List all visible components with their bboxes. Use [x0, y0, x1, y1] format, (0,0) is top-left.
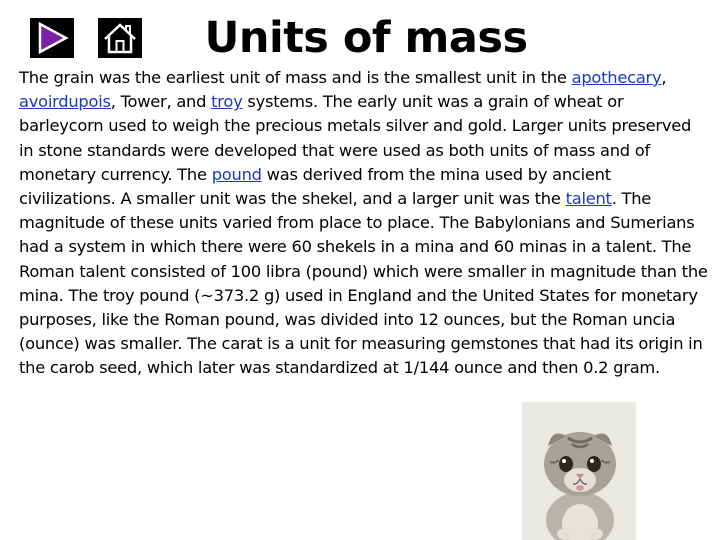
apothecary-link[interactable]: apothecary [571, 68, 662, 87]
pound-link[interactable]: pound [211, 164, 262, 184]
kitten-image [522, 402, 636, 540]
page-title: Units of mass [204, 13, 528, 63]
troy-link[interactable]: troy [211, 92, 243, 112]
talent-link[interactable]: talent [565, 189, 612, 209]
avoirdupois-link[interactable]: avoirdupois [19, 92, 111, 112]
body-paragraph: The grain was the earliest unit of mass and is the smallest unit in the apothecary, avoirdupois, Tower, and troy systems. The early unit was a grain of wheat or barleycorn used to weigh the precious metals silver and gold. Larger units preserved in stone standards were developed that were used as both units of mass and of monetary currency. The pound was derived from the mina used by ancient civilizations. A smaller unit was the shekel, and a larger unit was the talent. The magnitude of these units varied from place to place. The Babylonians and Sumerians had a system in which there were 60 shekels in a mina and 60 minas in a talent. The Roman talent consisted of 100 libra (pound) which were smaller in magnitude than the mina. The troy pound (~373.2 g) used in England and the United States for monetary purposes, like the Roman pound, was divided into 12 ounces, but the Roman uncia (ounce) was smaller. The carat is a unit for measuring gemstones that had its origin in the carob seed, which later was standardized at 1/144 ounce and then 0.2 gram. [19, 68, 708, 378]
